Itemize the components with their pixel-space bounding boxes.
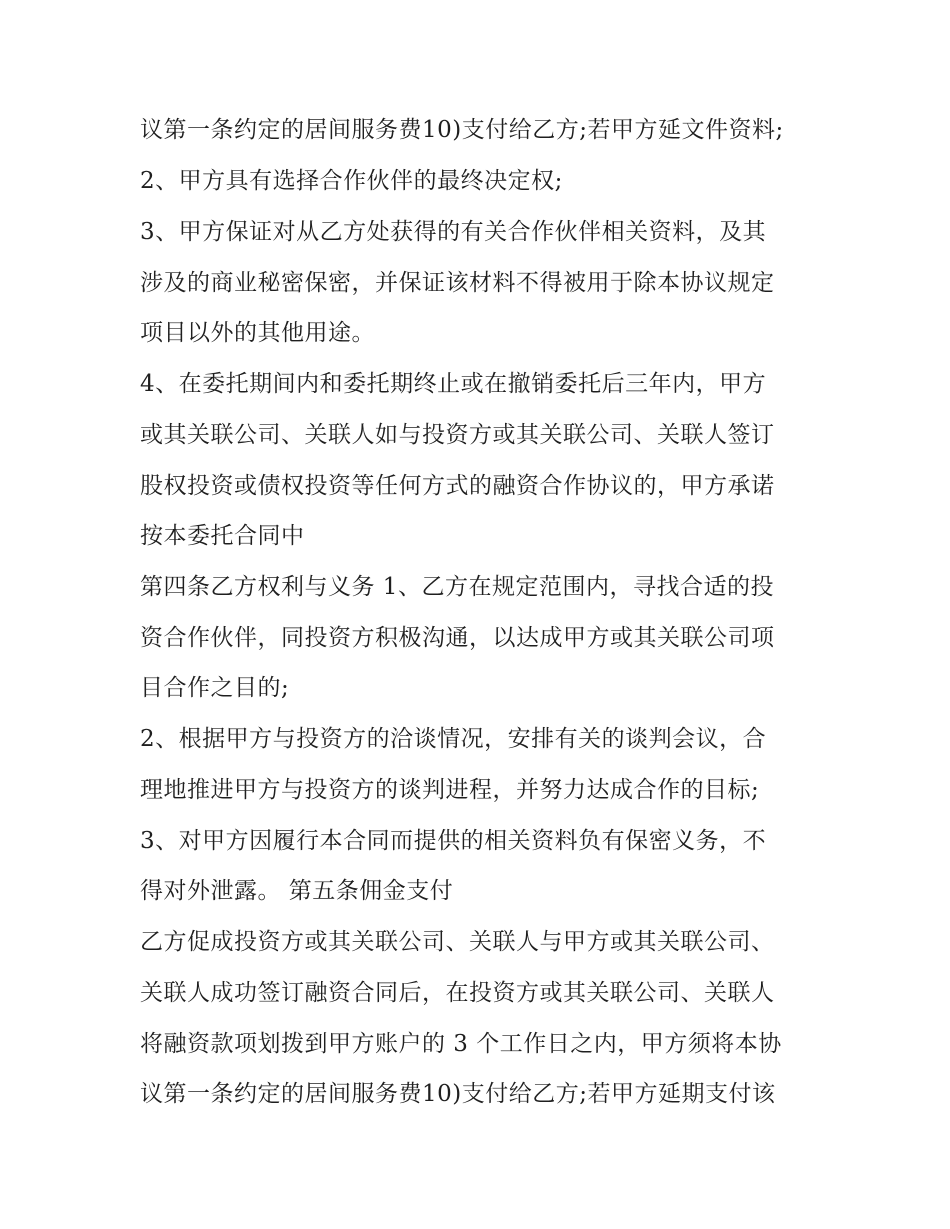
text-line: 按本委托合同中 (140, 523, 305, 549)
text-line: 资合作伙伴，同投资方积极沟通，以达成甲方或其关联公司项 (140, 625, 775, 651)
text-line: 或其关联公司、关联人如与投资方或其关联公司、关联人签订 (140, 422, 775, 448)
text-line: 3、对甲方因履行本合同而提供的相关资料负有保密义务，不 (140, 828, 767, 854)
text-line: 目合作之目的; (140, 675, 290, 701)
text-line: 股权投资或债权投资等任何方式的融资合作协议的，甲方承诺 (140, 473, 775, 499)
text-line: 4、在委托期间内和委托期终止或在撤销委托后三年内，甲方 (140, 371, 767, 397)
text-line: 2、根据甲方与投资方的洽谈情况，安排有关的谈判会议，合 (140, 726, 767, 752)
text-line: 涉及的商业秘密保密，并保证该材料不得被用于除本协议规定 (140, 270, 775, 296)
text-line: 2、甲方具有选择合作伙伴的最终决定权; (140, 168, 563, 194)
text-line: 关联人成功签订融资合同后，在投资方或其关联公司、关联人 (140, 980, 775, 1006)
text-line: 得对外泄露。 第五条佣金支付 (140, 878, 454, 904)
text-line: 理地推进甲方与投资方的谈判进程，并努力达成合作的目标; (140, 777, 760, 803)
text-line: 议第一条约定的居间服务费10)支付给乙方;若甲方延期支付该 (140, 1081, 776, 1107)
text-line: 乙方促成投资方或其关联公司、关联人与甲方或其关联公司、 (140, 929, 775, 955)
text-line: 将融资款项划拨到甲方账户的 3 个工作日之内，甲方须将本协 (140, 1031, 782, 1057)
text-line: 3、甲方保证对从乙方处获得的有关合作伙伴相关资料，及其 (140, 219, 767, 245)
text-line: 项目以外的其他用途。 (140, 320, 375, 346)
text-line: 议第一条约定的居间服务费10)支付给乙方;若甲方延文件资料; (140, 117, 784, 143)
text-line: 第四条乙方权利与义务 1、乙方在规定范围内，寻找合适的投 (140, 574, 774, 600)
